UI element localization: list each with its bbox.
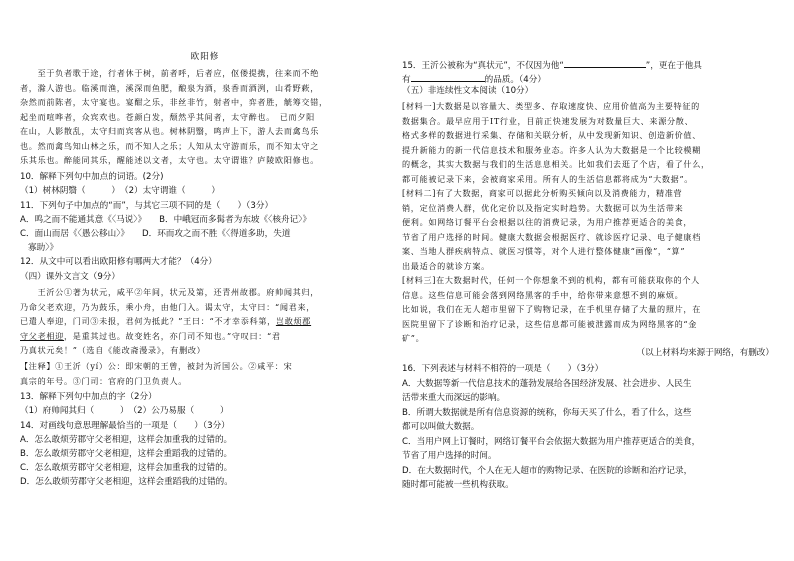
- material-1-line: 提升新能力的新一代信息技术和服务业态。许多人认为大数据是一个比较模糊: [402, 144, 701, 155]
- question-11-option-cd: C．面山而居《〈愚公移山〉》 D．环而攻之而不胜《〈得道多助，失道: [20, 229, 291, 239]
- extra-passage-line: 王沂公①著为状元，咸平②年间，状元及第，还青州故郡。府帅闻其归，: [20, 287, 319, 297]
- material-1-line: 的概念，其实大数据与我们的生活息息相关。比如我们去逛了个店，看了什么，: [402, 159, 710, 169]
- question-10: 10．解释下列句中加点的词语。(2分): [20, 172, 164, 182]
- question-12: 12．从文中可以看出欧阳修有哪两大才能？（4分）: [20, 257, 217, 267]
- material-2-line: [材料二]有了大数据，商家可以据此分析购买倾向以及消费能力，精准营: [402, 188, 683, 198]
- passage-line: 也。然而禽鸟知山林之乐，而不知人之乐；人知从太守游而乐，而不知太守之: [20, 140, 319, 151]
- question-13-items: （1）府帅闻其归（ ） （2）公乃易服（ ）: [20, 406, 229, 416]
- passage-line: 杂然而前陈者，太守宴也。宴酣之乐，非丝非竹，射者中，弈者胜，觥筹交错，: [20, 97, 328, 107]
- material-2-line: 节省了用户选择的时间。健康大数据会根据医疗、就诊医疗记录、电子健康档: [402, 231, 701, 242]
- material-3-line: 医院里留下了诊断和治疗记录，这些信息都可能被泄露而成为网络黑客的“金: [402, 318, 698, 329]
- question-14-option-b: B．怎么敢烦劳郡守父老相迎，这样会重蹈我的过错的。: [20, 449, 233, 459]
- passage-line: 至于负者歌于途，行者休于树，前者呼，后者应，伛偻提携，往来而不绝: [20, 68, 319, 78]
- question-16-option-b: B．所谓大数据就是所有信息资源的统称，你每天买了什么，看了什么，这些: [402, 408, 692, 418]
- material-1-line: 都可能被记录下来，会被商家采用。所有人的生活信息都将成为“大数据”。: [402, 173, 694, 184]
- answer-blank[interactable]: [564, 58, 646, 68]
- material-3-line: 信息。这些信息可能会落到网络黑客的手中，给你带来意想不到的麻烦。: [402, 289, 684, 300]
- question-16-option-a-cont: 活带来重大而深远的影响。: [402, 393, 506, 403]
- question-16-option-a: A．大数据等新一代信息技术的蓬勃发展给各国经济发展、社会进步、人民生: [402, 379, 692, 389]
- extra-passage-line: 已遣人奉迎，门司③未报，君何为抵此？”王曰：“不才幸忝科第，岂敢烦郡: [20, 316, 312, 326]
- answer-blank[interactable]: [411, 72, 485, 82]
- passage-line: 起坐而喧哗者，众宾欢也。苍颜白发，颓然乎其间者，太守醉也。 已而夕阳: [20, 111, 315, 122]
- passage-line: 者，滁人游也。临溪而渔，溪深而鱼肥，酿泉为酒，泉香而酒洌，山肴野蔌，: [20, 82, 319, 93]
- question-10-items: （1）树林阴翳（ ） （2）太守谓谁（ ）: [20, 186, 220, 196]
- passage-line: 在山，人影散乱，太守归而宾客从也。树林阴翳，鸣声上下，游人去而禽鸟乐: [20, 126, 319, 136]
- question-16-option-c-cont: 节省了用户选择的时间。: [402, 451, 497, 461]
- extra-passage-line: 乃命父老欢迎，乃为鼓乐，乘小舟，由他门入。谒太守，太守曰：“闻君来，: [20, 301, 316, 312]
- passage-line: 乐其乐也。醉能同其乐，醒能述以文者，太守也。太守谓谁？庐陵欧阳修也。: [20, 155, 319, 165]
- material-3-line: 比如说，我们在无人超市里留下了购物记录，在手机里存储了大量的照片，在: [402, 304, 701, 314]
- question-16-option-c: C．当用户网上订餐时，网络订餐平台会依据大数据为用户推荐更适合的美食，: [402, 437, 701, 447]
- material-source-note: （以上材料均来源于网络，有删改）: [636, 348, 774, 358]
- annotation-line: 真宗的年号。③门司：官府的门卫负责人。: [20, 375, 188, 386]
- question-14-option-d: D．怎么敢烦劳郡守父老相迎，这样会重蹈我的过错的。: [20, 477, 233, 487]
- question-14-option-a: A．怎么敢烦劳郡守父老相迎，这样会加重我的过错的。: [20, 435, 233, 445]
- material-2-line: 出最适合的就诊方案。: [402, 260, 490, 271]
- section-5-heading: （五）非连续性文本阅读（10分）: [402, 86, 534, 96]
- question-11-option-d-cont: 寡助〉》: [28, 243, 59, 253]
- material-3-line: 矿”。: [402, 333, 425, 343]
- question-15-line1: 15．王沂公被称为“真状元”，不仅因为他“ ”，更在于他具: [402, 58, 702, 72]
- material-1-line: 数据集合。最早应用于IT行业，目前正快速发展为对数量巨大、来源分散、: [402, 115, 694, 126]
- question-14-option-c: C．怎么敢烦劳郡守父老相迎，这样会加重我的过错的。: [20, 463, 233, 473]
- material-2-line: 案、当地人群疾病特点、就医习惯等，对个人进行整体健康“画像”，“算”: [402, 246, 686, 256]
- underlined-sentence: 守父老相迎: [20, 330, 64, 341]
- question-16-option-d-cont: 随时都可能被一些机构获取。: [402, 480, 514, 490]
- question-15-line2: 有 的品质。（4分）: [402, 72, 546, 86]
- material-2-line: 便利。如网络订餐平台会根据以往的消费记录，为用户推荐更适合的美食，: [402, 217, 693, 227]
- extra-passage-line: 守父老相迎，是重其过也。故变姓名，亦门司不知也。”守叹曰：“君: [20, 330, 281, 341]
- question-16-option-d: D．在大数据时代，个人在无人超市的购物记录、在医院的诊断和治疗记录，: [402, 466, 693, 476]
- material-3-line: [材料三]在大数据时代，任何一个你想象不到的机构，都有可能获取你的个人: [402, 275, 700, 285]
- question-13: 13．解释下列句中加点的字（2分）: [20, 392, 157, 402]
- question-11: 11．下列句子中加点的“而”，与其它三项不同的是（ ）（3分）: [20, 201, 274, 211]
- material-1-line: 格式多样的数据进行采集、存储和关联分析，从中发现新知识、创造新价值、: [402, 130, 701, 140]
- question-14: 14．对画线句意思理解最恰当的一项是（ ）（3分）: [20, 421, 230, 431]
- question-11-option-ab: A．鸣之而不能通其意《〈马说〉》 B．中峨冠而多髯者为东坡《〈核舟记〉》: [20, 215, 312, 225]
- question-16: 16．下列表述与材料不相符的一项是（ ）（3分）: [402, 364, 604, 374]
- underlined-sentence: 岂敢烦郡: [275, 316, 312, 326]
- passage-title: 欧阳修: [190, 52, 220, 62]
- material-1-line: [材料一]大数据是以容量大、类型多、存取速度快、应用价值高为主要特征的: [402, 101, 700, 111]
- section-4-heading: （四）课外文言文（9分）: [20, 272, 120, 282]
- material-2-line: 销，定位消费人群，优化定价以及指定实时趋势。大数据可以为生活带来: [402, 202, 684, 213]
- question-16-option-b-cont: 都可以叫做大数据。: [402, 422, 480, 432]
- extra-passage-line: 乃真状元矣！”（选自《能改斋漫录》，有删改）: [20, 345, 206, 355]
- annotation-line: 【注释】①王沂（yí）公：即宋朝的王曾，被封为沂国公。②咸平：宋: [20, 361, 293, 371]
